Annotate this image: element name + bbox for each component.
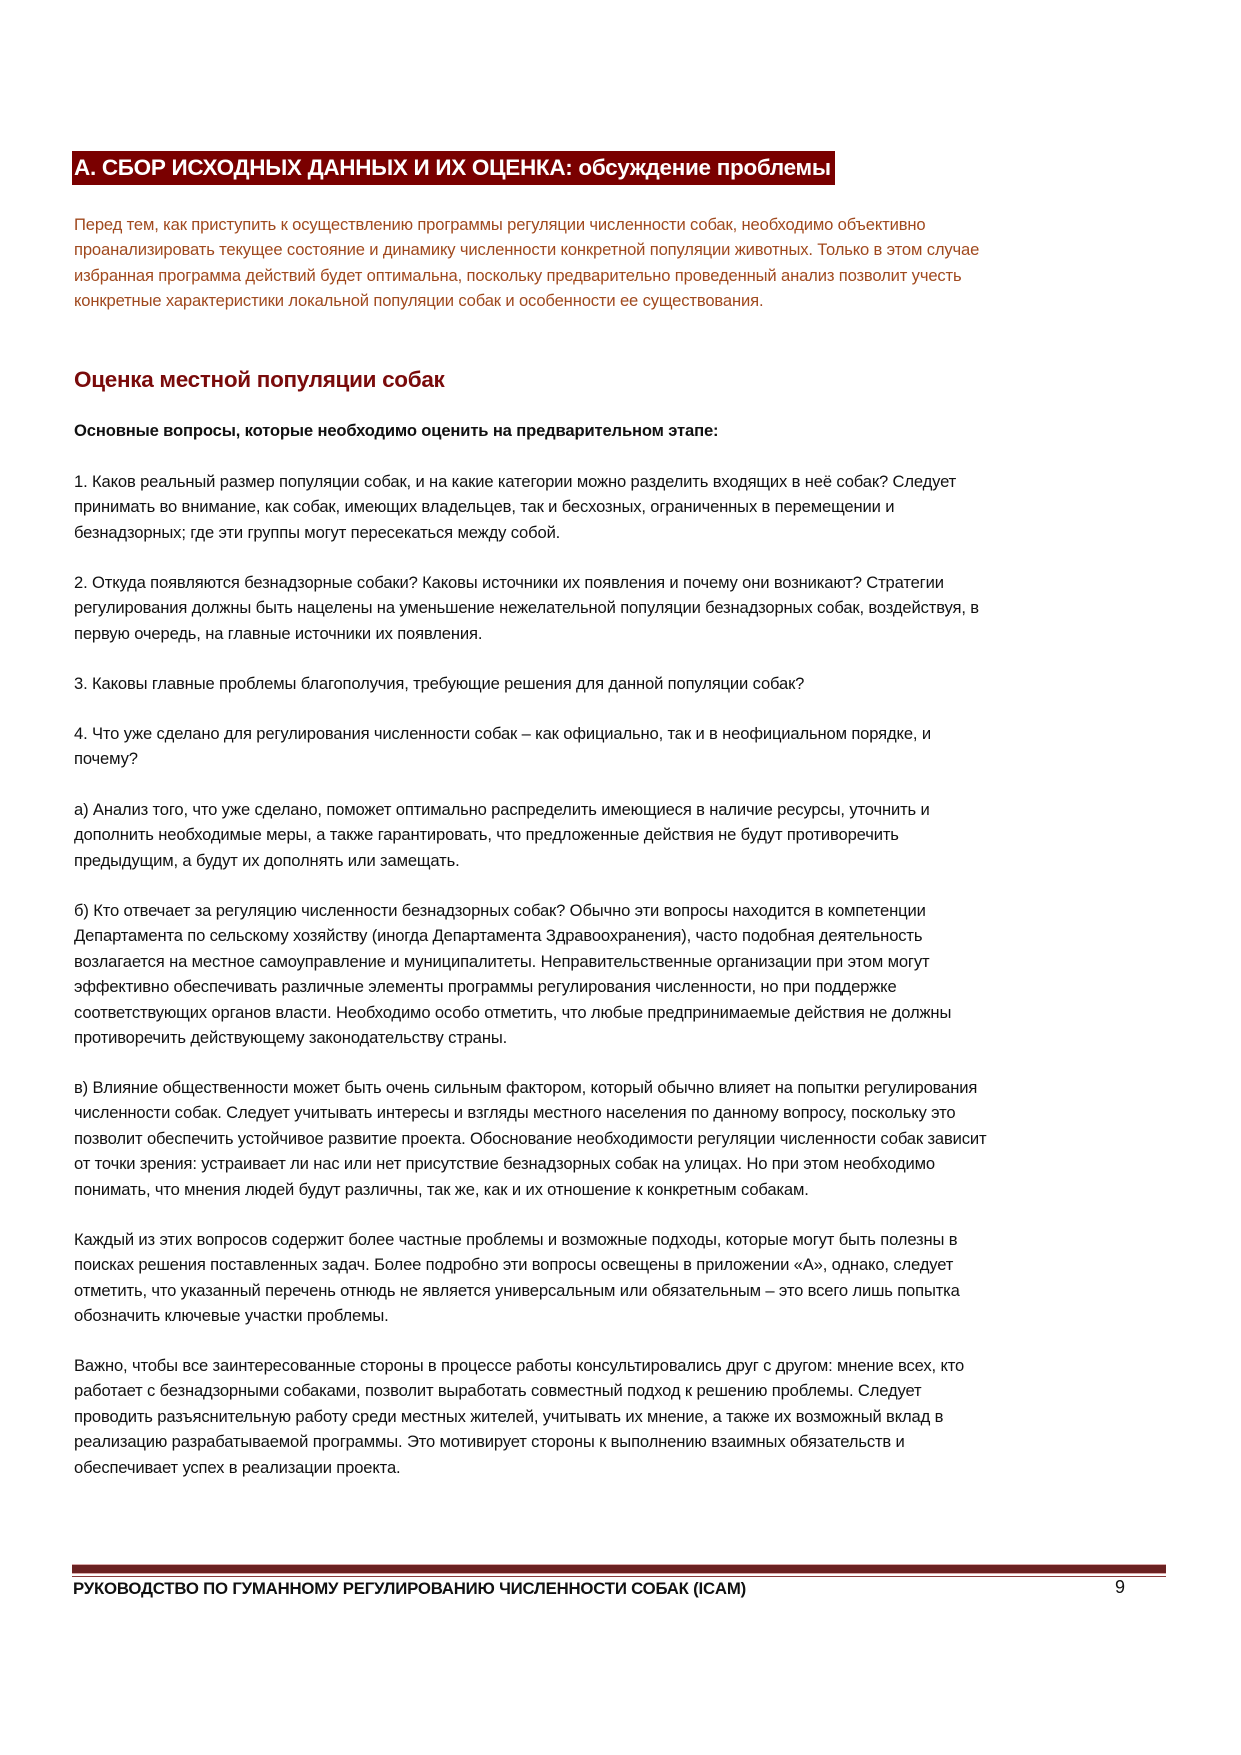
paragraph-question-3	[74, 671, 1174, 696]
intro-line: конкретные характеристики локальной популяции собак и особенности ее существования.	[74, 291, 764, 311]
text-line: позволит обеспечить устойчивое развитие проекта. Обоснование необходимости регуляции численности собак зависит	[74, 1128, 987, 1148]
text-line: работает с безнадзорными собаками, позволит выработать совместный подход к решению проблемы. Следует	[74, 1381, 922, 1401]
text-line: предыдущим, а будут их дополнять или замещать.	[74, 850, 460, 870]
paragraph-item-v	[74, 1075, 1174, 1202]
intro-line: избранная программа действий будет оптимальна, поскольку предварительно проведенный анализ позволит учесть	[74, 265, 962, 285]
text-line: реализацию разрабатываемой программы. Это мотивирует стороны к выполнению взаимных обязательств и	[74, 1432, 905, 1452]
text-line: Важно, чтобы все заинтересованные стороны в процессе работы консультировались друг с другом: мнение всех, кто	[74, 1356, 965, 1375]
text-line: обеспечивает успех в реализации проекта.	[74, 1457, 401, 1477]
intro-paragraph	[74, 212, 1174, 314]
intro-line: Перед тем, как приступить к осуществлению программы регуляции численности собак, необходимо объективно	[74, 215, 926, 234]
section-title: А. СБОР ИСХОДНЫХ ДАННЫХ И ИХ ОЦЕНКА: обсуждение проблемы	[72, 151, 835, 185]
text-line: противоречить действующему законодательству страны.	[74, 1028, 508, 1048]
text-line: эффективно обеспечивать различные элементы программы регулирования численности, но при поддержке	[74, 977, 897, 997]
text-line: поисках решения поставленных задач. Более подробно эти вопросы освещены в приложении «А», однако, следует	[74, 1255, 954, 1275]
text-line: численности собак. Следует учитывать интересы и взгляды местного населения по данному вопросу, поскольку это	[74, 1103, 956, 1123]
text-line: в) Влияние общественности может быть очень сильным фактором, который обычно влияет на попытки регулирования	[74, 1078, 978, 1097]
subheading: Оценка местной популяции собак	[74, 367, 445, 392]
text-line: соответствующих органов власти. Необходимо особо отметить, что любые предпринимаемые действия не должны	[74, 1002, 952, 1022]
text-line: Департамента по сельскому хозяйству (иногда Департамента Здравоохранения), часто подобная деятельность	[74, 926, 923, 946]
text-line: а) Анализ того, что уже сделано, поможет оптимально распределить имеющиеся в наличие ресурсы, уточнить и	[74, 800, 930, 819]
text-line: принимать во внимание, как собак, имеющих владельцев, так и бесхозных, ограниченных в перемещении и	[74, 497, 895, 517]
text-line: первую очередь, на главные источники их появления.	[74, 623, 483, 643]
text-line: возлагается на местное самоуправление и муниципалитеты. Неправительственные организации при этом могут	[74, 951, 930, 971]
paragraph-question-1	[74, 469, 1174, 545]
text-line: обозначить ключевые участки проблемы.	[74, 1306, 389, 1326]
text-line: регулирования должны быть нацелены на уменьшение нежелательной популяции безнадзорных собак, воздействуя, в	[74, 598, 979, 618]
footer-divider	[72, 1564, 1166, 1574]
text-line: от точки зрения: устраивает ли нас или нет присутствие безнадзорных собак на улицах. Но при этом необходимо	[74, 1154, 935, 1174]
text-line: проводить разъяснительную работу среди местных жителей, учитывать их мнение, а также их возможный вклад в	[74, 1406, 944, 1426]
text-line: безнадзорных; где эти группы могут пересекаться между собой.	[74, 522, 561, 542]
text-line: 1. Каков реальный размер популяции собак, и на какие категории можно разделить входящих в неё собак? Следует	[74, 472, 957, 491]
paragraph-question-2	[74, 570, 1174, 646]
text-line: Каждый из этих вопросов содержит более частные проблемы и возможные подходы, которые могут быть полезны в	[74, 1230, 958, 1249]
paragraph-question-4	[74, 721, 1174, 772]
paragraph-item-b	[74, 898, 1174, 1050]
text-line: 3. Каковы главные проблемы благополучия, требующие решения для данной популяции собак?	[74, 674, 805, 693]
text-line: б) Кто отвечает за регуляцию численности безнадзорных собак? Обычно эти вопросы находится в компетенции	[74, 901, 926, 920]
questions-lead-text: Основные вопросы, которые необходимо оценить на предварительном этапе:	[74, 421, 719, 440]
text-line: отметить, что указанный перечень отнюдь не является универсальным или обязательным – это всего лишь попытка	[74, 1280, 960, 1300]
questions-lead	[74, 418, 1174, 443]
page-number: 9	[1115, 1577, 1126, 1597]
text-line: почему?	[74, 749, 138, 769]
intro-line: проанализировать текущее состояние и динамику численности конкретной популяции животных. Только в этом случае	[74, 240, 980, 260]
footer-title: РУКОВОДСТВО ПО ГУМАННОМУ РЕГУЛИРОВАНИЮ ЧИСЛЕННОСТИ СОБАК (ICAM)	[73, 1579, 747, 1598]
paragraph-each-question	[74, 1227, 1174, 1329]
text-line: дополнить необходимые меры, а также гарантировать, что предложенные действия не будут противоречить	[74, 825, 899, 845]
paragraph-important	[74, 1353, 1174, 1480]
paragraph-item-a	[74, 797, 1174, 873]
text-line: понимать, что мнения людей будут различны, так же, как и их отношение к конкретным собакам.	[74, 1179, 809, 1199]
text-line: 2. Откуда появляются безнадзорные собаки? Каковы источники их появления и почему они возникают? Стратегии	[74, 573, 944, 592]
text-line: 4. Что уже сделано для регулирования численности собак – как официально, так и в неофициальном порядке, и	[74, 724, 931, 743]
